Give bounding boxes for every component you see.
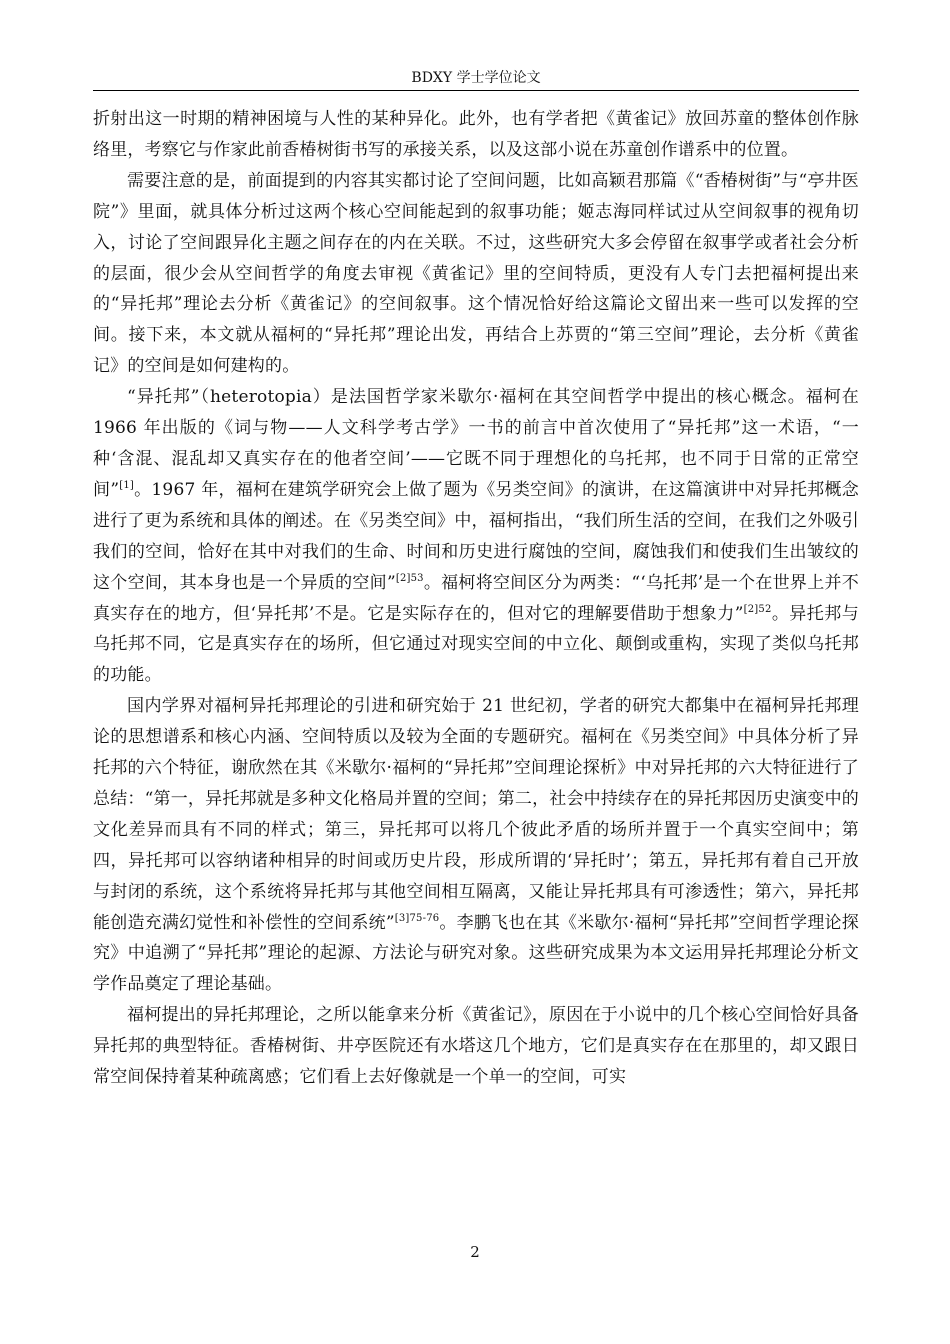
paragraph-text: 折射出这一时期的精神困境与人性的某种异化。此外，也有学者把《黄雀记》放回苏童的整体创作脉络里，考察它与作家此前香椿树街书写的承接关系，以及这部小说在苏童创作谱系中的位置。 xyxy=(93,109,859,160)
paragraph-text: 。异托邦与乌托邦不同，它是真实存在的场所，但它通过对现实空间的中立化、颠倒或重构，实现了类似乌托邦的功能。 xyxy=(93,603,860,686)
paragraph-text: “异托邦”（heterotopia）是法国哲学家米歇尔·福柯在其空间哲学中提出的核心概念。福柯在 1966 年出版的《词与物——人文科学考古学》一书的前言中首次使用了“异托邦”这一术语，“一种‘含混、混乱却又真实存在的他者空间’——它既不同于理想化的乌托邦，也不同于日常的正常空间” xyxy=(93,387,859,500)
paragraph-text: 福柯提出的异托邦理论，之所以能拿来分析《黄雀记》，原因在于小说中的几个核心空间恰好具备异托邦的典型特征。香椿树街、井亭医院还有水塔这几个地方，它们是真实存在在那里的，却又跟日常空间保持着某种疏离感；它们看上去好像就是一个单一的空间，可实 xyxy=(93,1005,859,1088)
paragraph-text: 。福柯将空间区分为两类：“‘乌托邦’是一个在世界上并不真实存在的地方，但‘异托邦’不是。它是实际存在的，但对它的理解要借助于想象力” xyxy=(93,572,859,624)
citation-superscript: [2]52 xyxy=(743,603,772,615)
citation-superscript: [3]75-76 xyxy=(394,912,440,924)
page-header xyxy=(93,66,859,91)
page-number: 2 xyxy=(470,1243,480,1261)
citation-superscript: [1] xyxy=(119,479,134,491)
header-title: BDXY 学士学位论文 xyxy=(411,70,541,86)
page-footer xyxy=(0,1243,950,1261)
paragraph-text: 。李鹏飞也在其《米歇尔·福柯“异托邦”空间哲学理论探究》中追溯了“异托邦”理论的起源、方法论与研究对象。这些研究成果为本文运用异托邦理论分析文学作品奠定了理论基础。 xyxy=(93,912,859,995)
paragraph-text: 。1967 年，福柯在建筑学研究会上做了题为《另类空间》的演讲，在这篇演讲中对异托邦概念进行了更为系统和具体的阐述。在《另类空间》中，福柯指出，“我们所生活的空间，在我们之外吸引我们的空间，恰好在其中对我们的生命、时间和历史进行腐蚀的空间，腐蚀我们和使我们生出皱纹的这个空间，其本身也是一个异质的空间” xyxy=(93,479,860,593)
paragraph-text: 国内学界对福柯异托邦理论的引进和研究始于 21 世纪初，学者的研究大都集中在福柯异托邦理论的思想谱系和核心内涵、空间特质以及较为全面的专题研究。福柯在《另类空间》中具体分析了异托邦的六个特征，谢欣然在其《米歇尔·福柯的“异托邦”空间理论探析》中对异托邦的六大特征进行了总结：“第一，异托邦就是多种文化格局并置的空间；第二，社会中持续存在的异托邦因历史演变中的文化差异而具有不同的样式；第三，异托邦可以将几个彼此矛盾的场所并置于一个真实空间中；第四，异托邦可以容纳诸种相异的时间或历史片段，形成所谓的‘异托时’；第五，异托邦有着自己开放与封闭的系统，这个系统将异托邦与其他空间相互隔离，又能让异托邦具有可渗透性；第六，异托邦能创造充满幻觉性和补偿性的空间系统” xyxy=(93,696,859,933)
citation-superscript: [2]53 xyxy=(395,572,424,584)
paragraph-4 xyxy=(93,691,859,1000)
paragraph-1 xyxy=(93,104,859,166)
body-text xyxy=(93,104,859,1093)
paragraph-2 xyxy=(93,166,859,382)
paragraph-3 xyxy=(93,382,859,691)
paragraph-5 xyxy=(93,1000,859,1093)
paragraph-text: 需要注意的是，前面提到的内容其实都讨论了空间问题，比如高颖君那篇《“香椿树街”与“亭井医院”》里面，就具体分析过这两个核心空间能起到的叙事功能；姬志海同样试过从空间叙事的视角切入，讨论了空间跟异化主题之间存在的内在关联。不过，这些研究大多会停留在叙事学或者社会分析的层面，很少会从空间哲学的角度去审视《黄雀记》里的空间特质，更没有人专门去把福柯提出来的“异托邦”理论去分析《黄雀记》的空间叙事。这个情况恰好给这篇论文留出来一些可以发挥的空间。接下来，本文就从福柯的“异托邦”理论出发，再结合上苏贾的“第三空间”理论，去分析《黄雀记》的空间是如何建构的。 xyxy=(93,170,859,377)
